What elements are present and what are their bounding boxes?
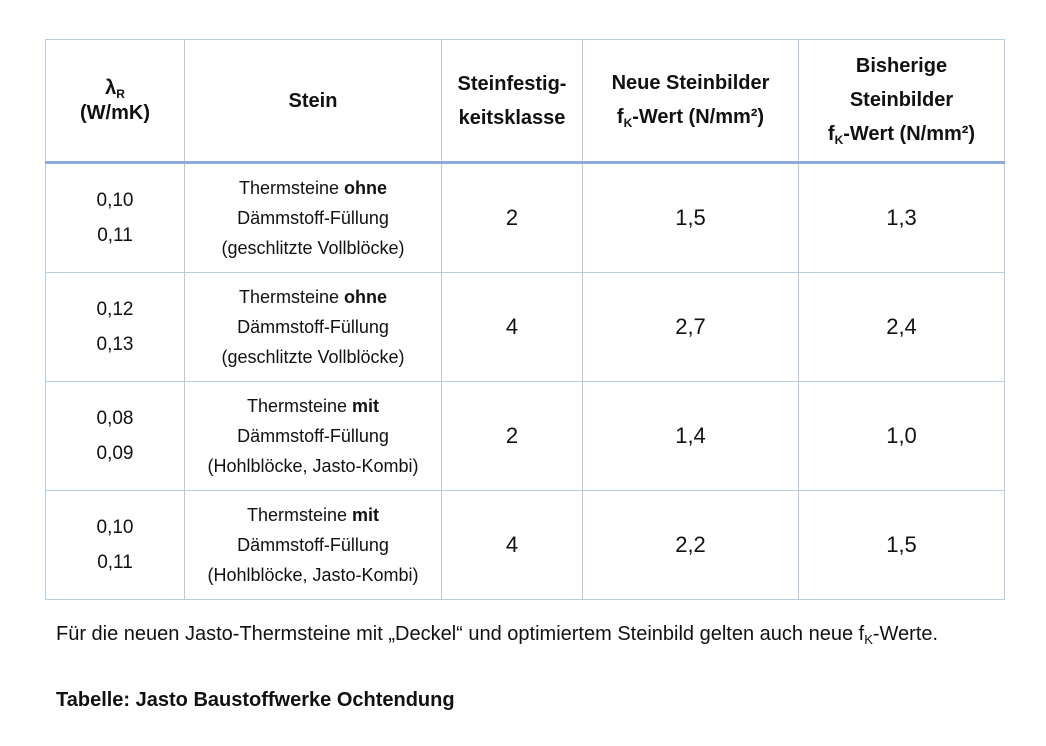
stein-cell: Thermsteine mit Dämmstoff-Füllung (Hohlblöcke, Jasto-Kombi) [185,382,442,491]
neu-fk-cell: 2,7 [583,273,799,382]
table-row [46,382,1005,491]
bisher-fk-cell: 2,4 [799,273,1005,382]
stein-cell: Thermsteine ohne Dämmstoff-Füllung (geschlitzte Vollblöcke) [185,163,442,273]
klasse-cell: 4 [442,273,583,382]
header-stein: Stein [185,40,442,163]
lambda-cell: 0,10 0,11 [46,163,185,273]
data-table-container [45,39,1004,600]
table-caption: Tabelle: Jasto Baustoffwerke Ochtendung [56,689,455,711]
bisher-fk-cell: 1,3 [799,163,1005,273]
header-lambda: $\lambda_R$ (W/mK) [46,40,185,163]
klasse-cell: 2 [442,382,583,491]
table-row [46,273,1005,382]
bisher-fk-cell: 1,0 [799,382,1005,491]
header-festigkeitsklasse: Steinfestig- keitsklasse [442,40,583,163]
steinbilder-table [45,39,1005,600]
footnote-text: Für die neuen Jasto-Thermsteine mit „Deckel“ und optimiertem Steinbild gelten auch neue $f_K$-Werte. [56,623,939,647]
lambda-cell: 0,10 0,11 [46,491,185,600]
lambda-cell: 0,12 0,13 [46,273,185,382]
bisher-fk-cell: 1,5 [799,491,1005,600]
neu-fk-cell: 1,4 [583,382,799,491]
table-row [46,163,1005,273]
header-bisherige-steinbilder: Bisherige Steinbilder $f_K$-Wert (N/mm²) [799,40,1005,163]
stein-cell: Thermsteine mit Dämmstoff-Füllung (Hohlblöcke, Jasto-Kombi) [185,491,442,600]
stein-cell: Thermsteine ohne Dämmstoff-Füllung (geschlitzte Vollblöcke) [185,273,442,382]
table-row [46,491,1005,600]
neu-fk-cell: 2,2 [583,491,799,600]
klasse-cell: 2 [442,163,583,273]
neu-fk-cell: 1,5 [583,163,799,273]
klasse-cell: 4 [442,491,583,600]
table-header-row [46,40,1005,163]
lambda-cell: 0,08 0,09 [46,382,185,491]
header-neue-steinbilder: Neue Steinbilder $f_K$-Wert (N/mm²) [583,40,799,163]
